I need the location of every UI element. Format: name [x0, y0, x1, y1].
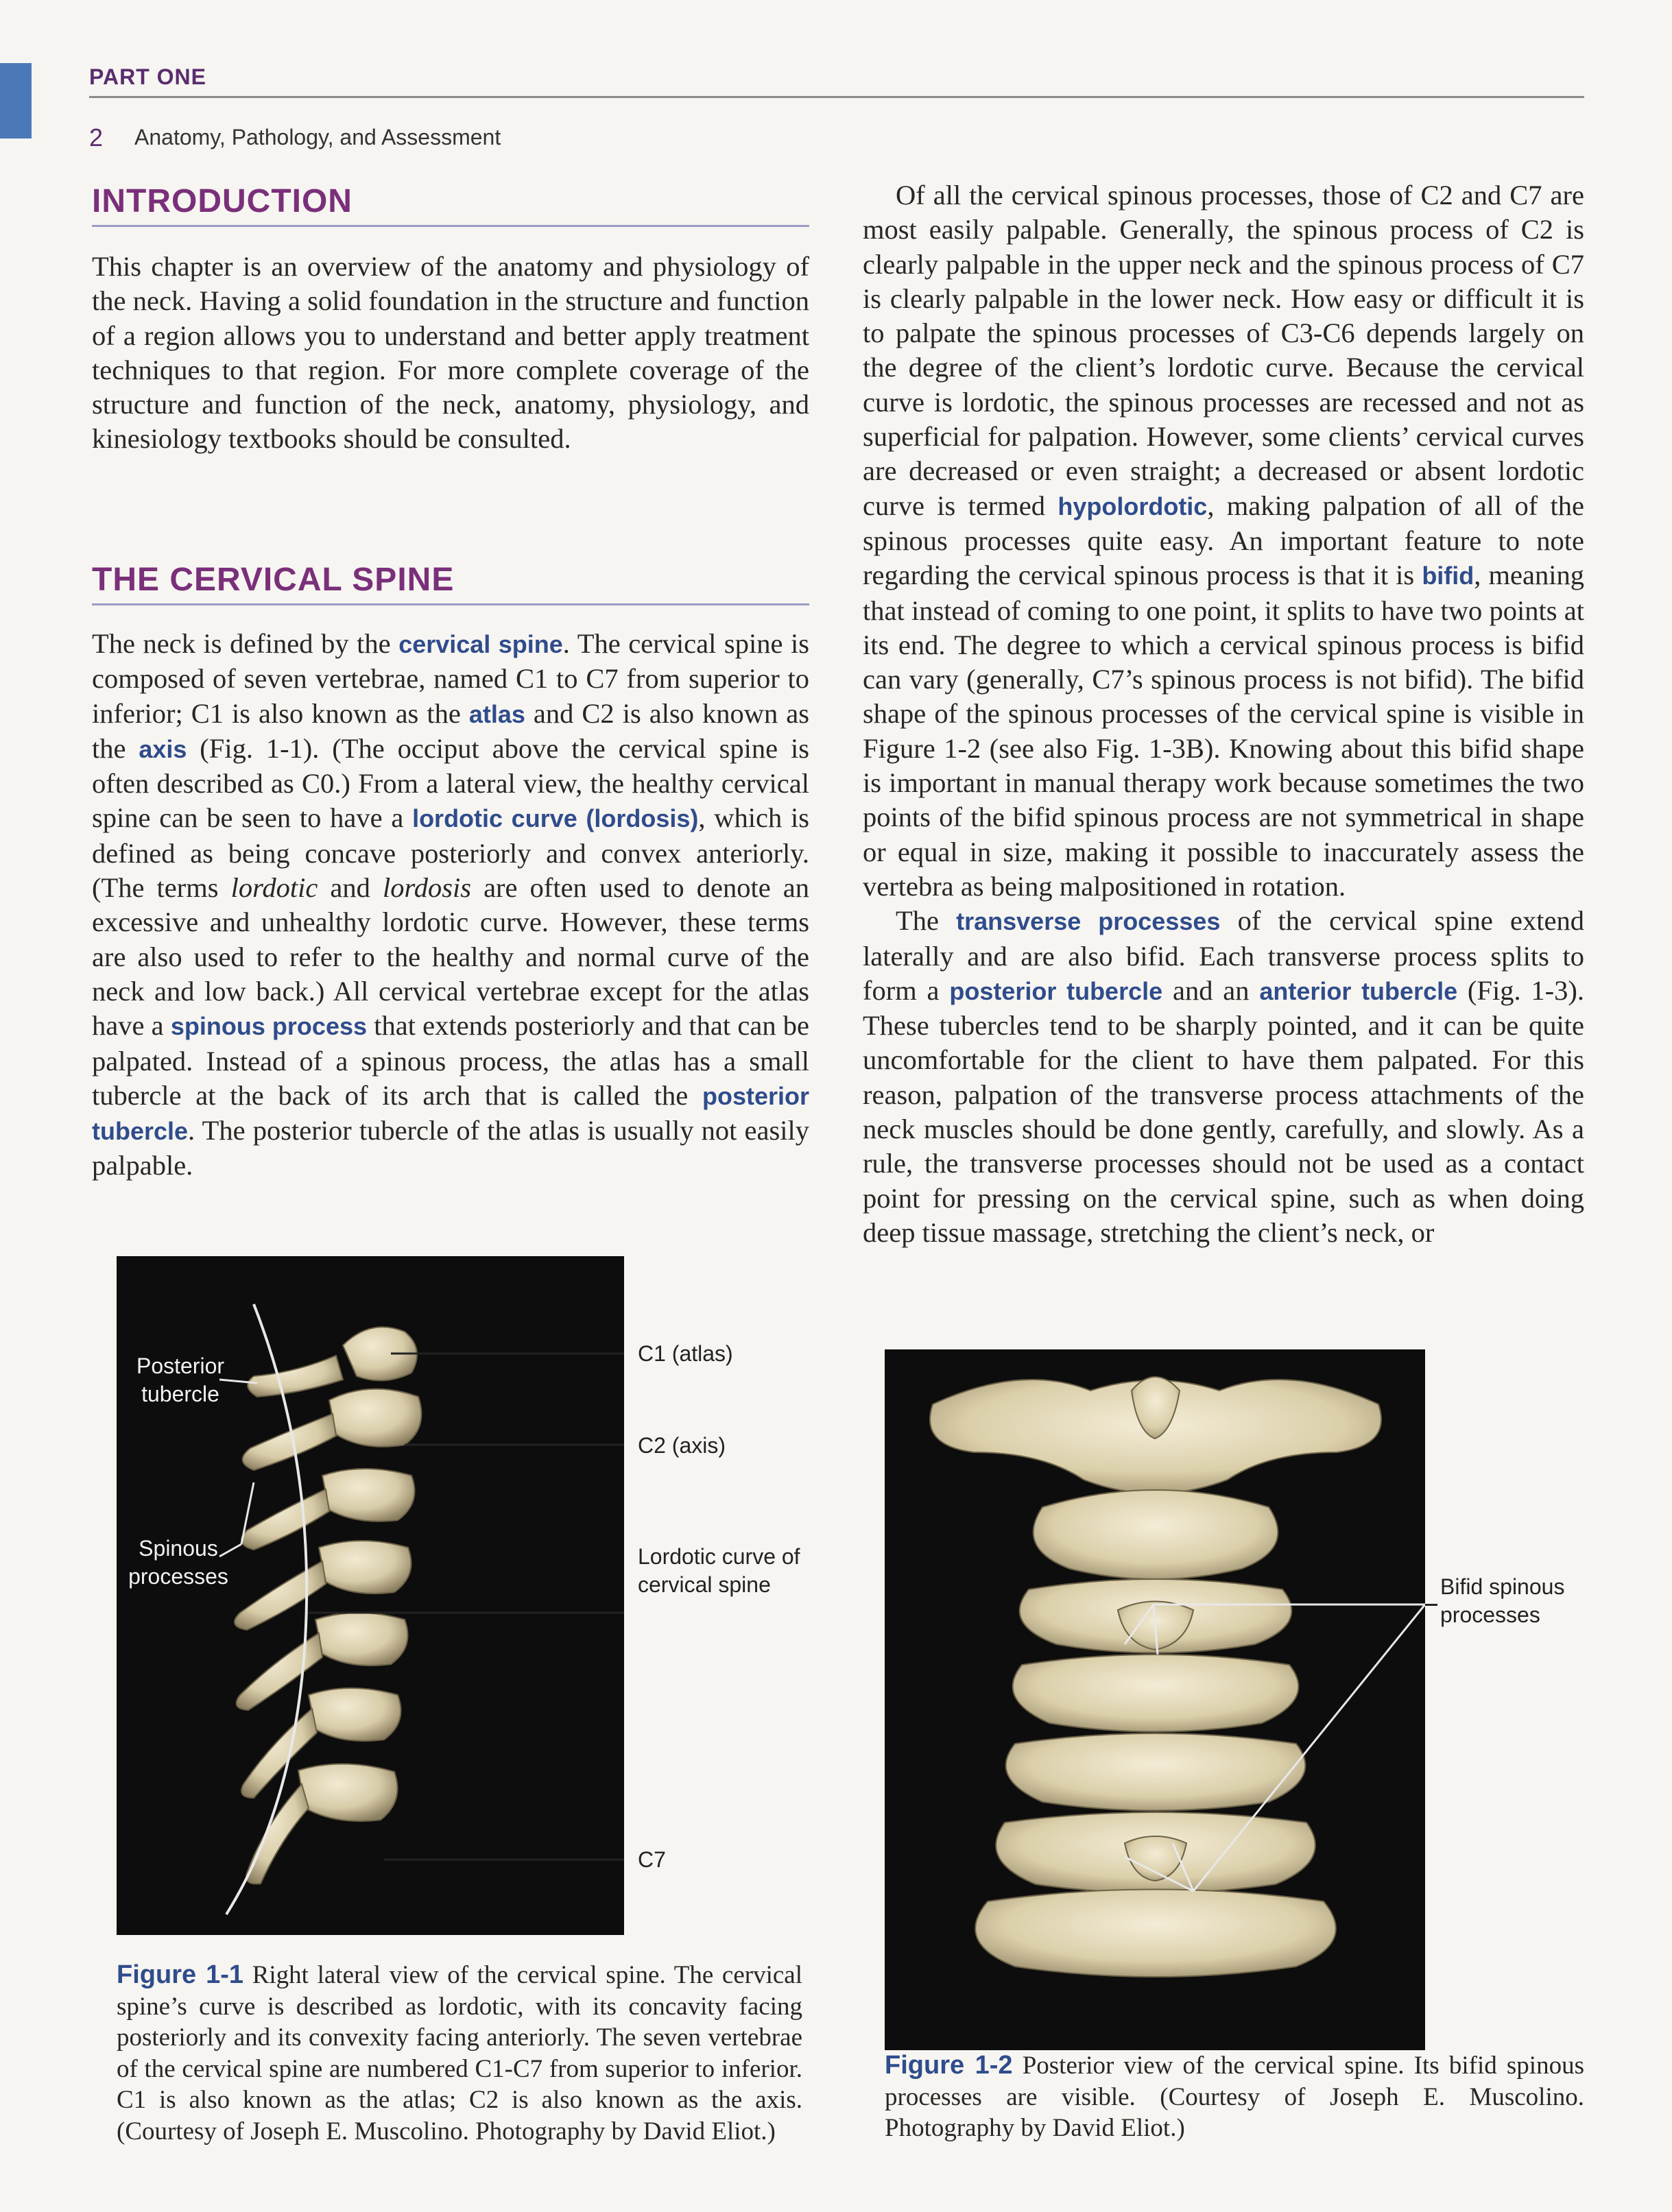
- term-anterior-tubercle: anterior tubercle: [1259, 976, 1458, 1005]
- figure-1-2-caption: [885, 2050, 1584, 2144]
- figure-1-2-label: Figure 1-2: [885, 2051, 1013, 2080]
- label-posterior-tubercle: Posterior tubercle: [136, 1354, 225, 1406]
- figure-1-1-caption-text: Right lateral view of the cervical spine. The cervical spine’s curve is described as lordotic, with its concavity facing posteriorly and its convexity facing anteriorly. The seven vertebrae of the cervical spine are numbered C1-C7 from superior to inferior. C1 is also known as the atlas; C2 is also known as the axis. (Courtesy of Joseph E. Muscolino. Photography by David Eliot.): [117, 1961, 802, 2145]
- introduction-heading: INTRODUCTION: [92, 183, 353, 219]
- page-number: 2: [89, 123, 104, 152]
- term-hypolordotic: hypolordotic: [1058, 492, 1208, 520]
- italic-lordosis: lordosis: [382, 872, 471, 904]
- cervical-spine-heading: THE CERVICAL SPINE: [92, 562, 455, 598]
- term-posterior-tubercle-2: posterior tubercle: [949, 976, 1163, 1005]
- term-bifid: bifid: [1422, 562, 1474, 590]
- term-lordotic-curve: lordotic curve (lordosis): [412, 804, 699, 833]
- term-axis: axis: [139, 734, 187, 763]
- label-c2-axis: C2 (axis): [638, 1433, 726, 1458]
- term-transverse-processes: transverse processes: [956, 907, 1221, 936]
- figure-1-1-caption: [117, 1960, 802, 2147]
- bifid-leader-line: [1425, 1604, 1437, 1606]
- part-label: PART ONE: [89, 64, 206, 89]
- introduction-heading-rule: [92, 225, 809, 227]
- figure-1-2-photo: [885, 1349, 1425, 2050]
- label-lordotic-curve: Lordotic curve of cervical spine: [638, 1544, 800, 1597]
- label-spinous-processes: Spinous processes: [128, 1536, 228, 1589]
- posterior-cervical-spine-illustration: [885, 1349, 1425, 2050]
- label-c7: C7: [638, 1847, 666, 1872]
- term-atlas: atlas: [468, 699, 525, 728]
- cervical-paragraph-1: The neck is defined by the cervical spine. The cervical spine is composed of seven vertebrae, named C1 to C7 from superior to inferior; C1 is also known as the atlas and C2 is also known as the axis (Fig. 1-1). (The occiput above the cervical spine is often described as C0.) From a lateral view, the healthy cervical spine can be seen to have a lordotic curve (lordosis), which is defined as being concave posteriorly and convex anteriorly. (The terms lordotic and lordosis are often used to denote an excessive and unhealthy lordotic curve. However, these terms are also used to refer to the healthy and normal curve of the neck and low back.) All cervical vertebrae except for the atlas have a spinous process that extends posteriorly and that can be palpated. Instead of a spinous process, the atlas has a small tubercle at the back of its arch that is called the posterior tubercle. The posterior tubercle of the atlas is usually not easily palpable.: [92, 628, 810, 1181]
- running-title: Anatomy, Pathology, and Assessment: [134, 125, 501, 149]
- cervical-spine-left-column: [92, 627, 809, 1183]
- figure-1-1-label: Figure 1-1: [117, 1960, 244, 1989]
- section-edge-tab: [0, 63, 32, 139]
- header-rule: [89, 96, 1584, 98]
- figure-1-1-photo: [117, 1256, 624, 1935]
- cervical-paragraph-3: The transverse processes of the cervical spine extend laterally and are also bifid. Each transverse process splits to form a posterior tubercle and an anterior tubercle (Fig. 1-3). These tubercles tend to be sharply pointed, and it can be quite uncomfortable for the client to have them palpated. For this reason, palpation of the transverse process attachments of the neck muscles should be done gently, carefully, and slowly. As a rule, the transverse processes should not be used as a contact point for pressing on the cervical spine, such as when doing deep tissue massage, stretching the client’s neck, or: [863, 905, 1584, 1248]
- label-bifid-spinous-processes: Bifid spinous processes: [1440, 1574, 1565, 1627]
- term-posterior-tubercle: posterior tubercle: [92, 1081, 809, 1146]
- cervical-paragraph-2: Of all the cervical spinous processes, those of C2 and C7 are most easily palpable. Generally, the spinous process of C2 is clearly palpable in the upper neck and the spinous process of C7 is clearly palpable in the lower neck. How easy or difficult it is to palpate the spinous processes of C3-C6 depends largely on the degree of the client’s lordotic curve. Because the cervical curve is lordotic, the spinous processes are recessed and not as superficial for palpation. However, some clients’ cervical curves are decreased or even straight; a decreased or absent lordotic curve is termed hypolordotic, making palpation of all of the spinous processes quite easy. An important feature to note regarding the cervical spinous process is that it is bifid, meaning that instead of coming to one point, it splits to have two points at its end. The degree to which a cervical spinous process is bifid can vary (generally, C7’s spinous process is not bifid). The bifid shape of the spinous processes of the cervical spine is visible in Figure 1-2 (see also Fig. 1-3B). Knowing about this bifid shape is important in manual therapy work because sometimes the two points of the bifid spinous process are not symmetrical in shape or equal in size, making it possible to inaccurately assess the vertebra as being malpositioned in rotation.: [863, 180, 1584, 902]
- introduction-paragraph: This chapter is an overview of the anatomy and physiology of the neck. Having a solid foundation in the structure and function of a region allows you to understand and better apply treatment techniques to that region. For more complete coverage of the structure and function of the neck, anatomy, physiology, and kinesiology textbooks should be consulted.: [92, 251, 809, 455]
- figure-1-2-caption-text: Posterior view of the cervical spine. Its bifid spinous processes are visible. (Courtesy of Joseph E. Muscolino. Photography by David Eliot.): [885, 2052, 1584, 2142]
- italic-lordotic: lordotic: [230, 872, 318, 904]
- label-c1-atlas: C1 (atlas): [638, 1341, 733, 1366]
- cervical-spine-heading-rule: [92, 603, 809, 605]
- cervical-spine-right-column: [863, 178, 1584, 1250]
- introduction-text-block: [92, 250, 809, 457]
- term-spinous-process: spinous process: [170, 1012, 368, 1041]
- term-cervical-spine: cervical spine: [398, 630, 563, 658]
